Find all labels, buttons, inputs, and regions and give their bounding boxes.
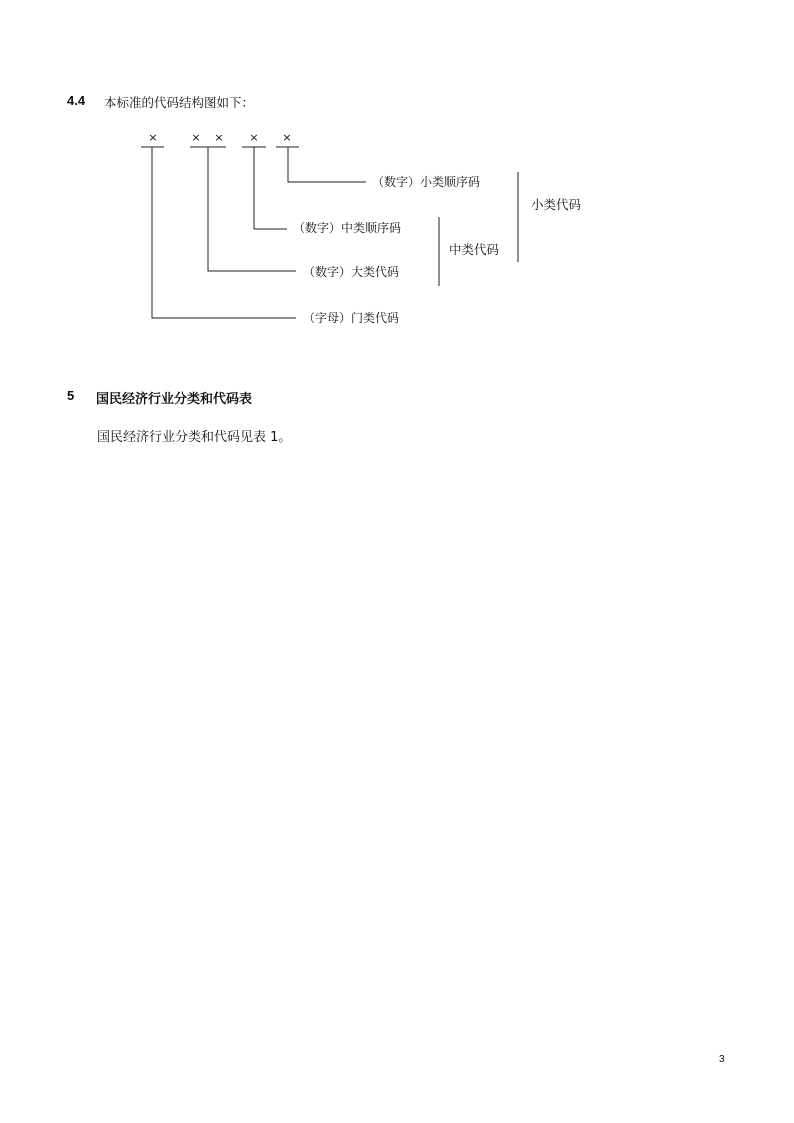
code-mark-major-2: × xyxy=(214,131,224,144)
code-mark-major-1: × xyxy=(191,131,201,144)
label-small-code: 小类代码 xyxy=(531,197,582,212)
connector-major xyxy=(208,147,296,271)
connector-door xyxy=(152,147,296,318)
label-mid-seq: （数字）中类顺序码 xyxy=(293,221,402,235)
label-major: （数字）大类代码 xyxy=(303,265,400,279)
section-5-title: 国民经济行业分类和代码表 xyxy=(96,392,253,407)
page-number: 3 xyxy=(719,1054,725,1065)
code-mark-small: × xyxy=(282,131,292,144)
code-structure-diagram xyxy=(0,0,794,400)
section-4-4-number: 4.4 xyxy=(67,93,86,108)
code-mark-door: × xyxy=(148,131,158,144)
section-5-body: 国民经济行业分类和代码见表 1。 xyxy=(97,430,292,445)
label-mid-code: 中类代码 xyxy=(449,242,500,257)
section-4-4-text: 本标准的代码结构图如下： xyxy=(104,95,255,110)
connector-mid-seq xyxy=(254,147,287,229)
section-5-number: 5 xyxy=(67,388,75,403)
connector-small-seq xyxy=(288,147,366,182)
label-small-seq: （数字）小类顺序码 xyxy=(372,175,481,189)
label-door: （字母）门类代码 xyxy=(303,311,400,325)
code-mark-mid: × xyxy=(249,131,259,144)
